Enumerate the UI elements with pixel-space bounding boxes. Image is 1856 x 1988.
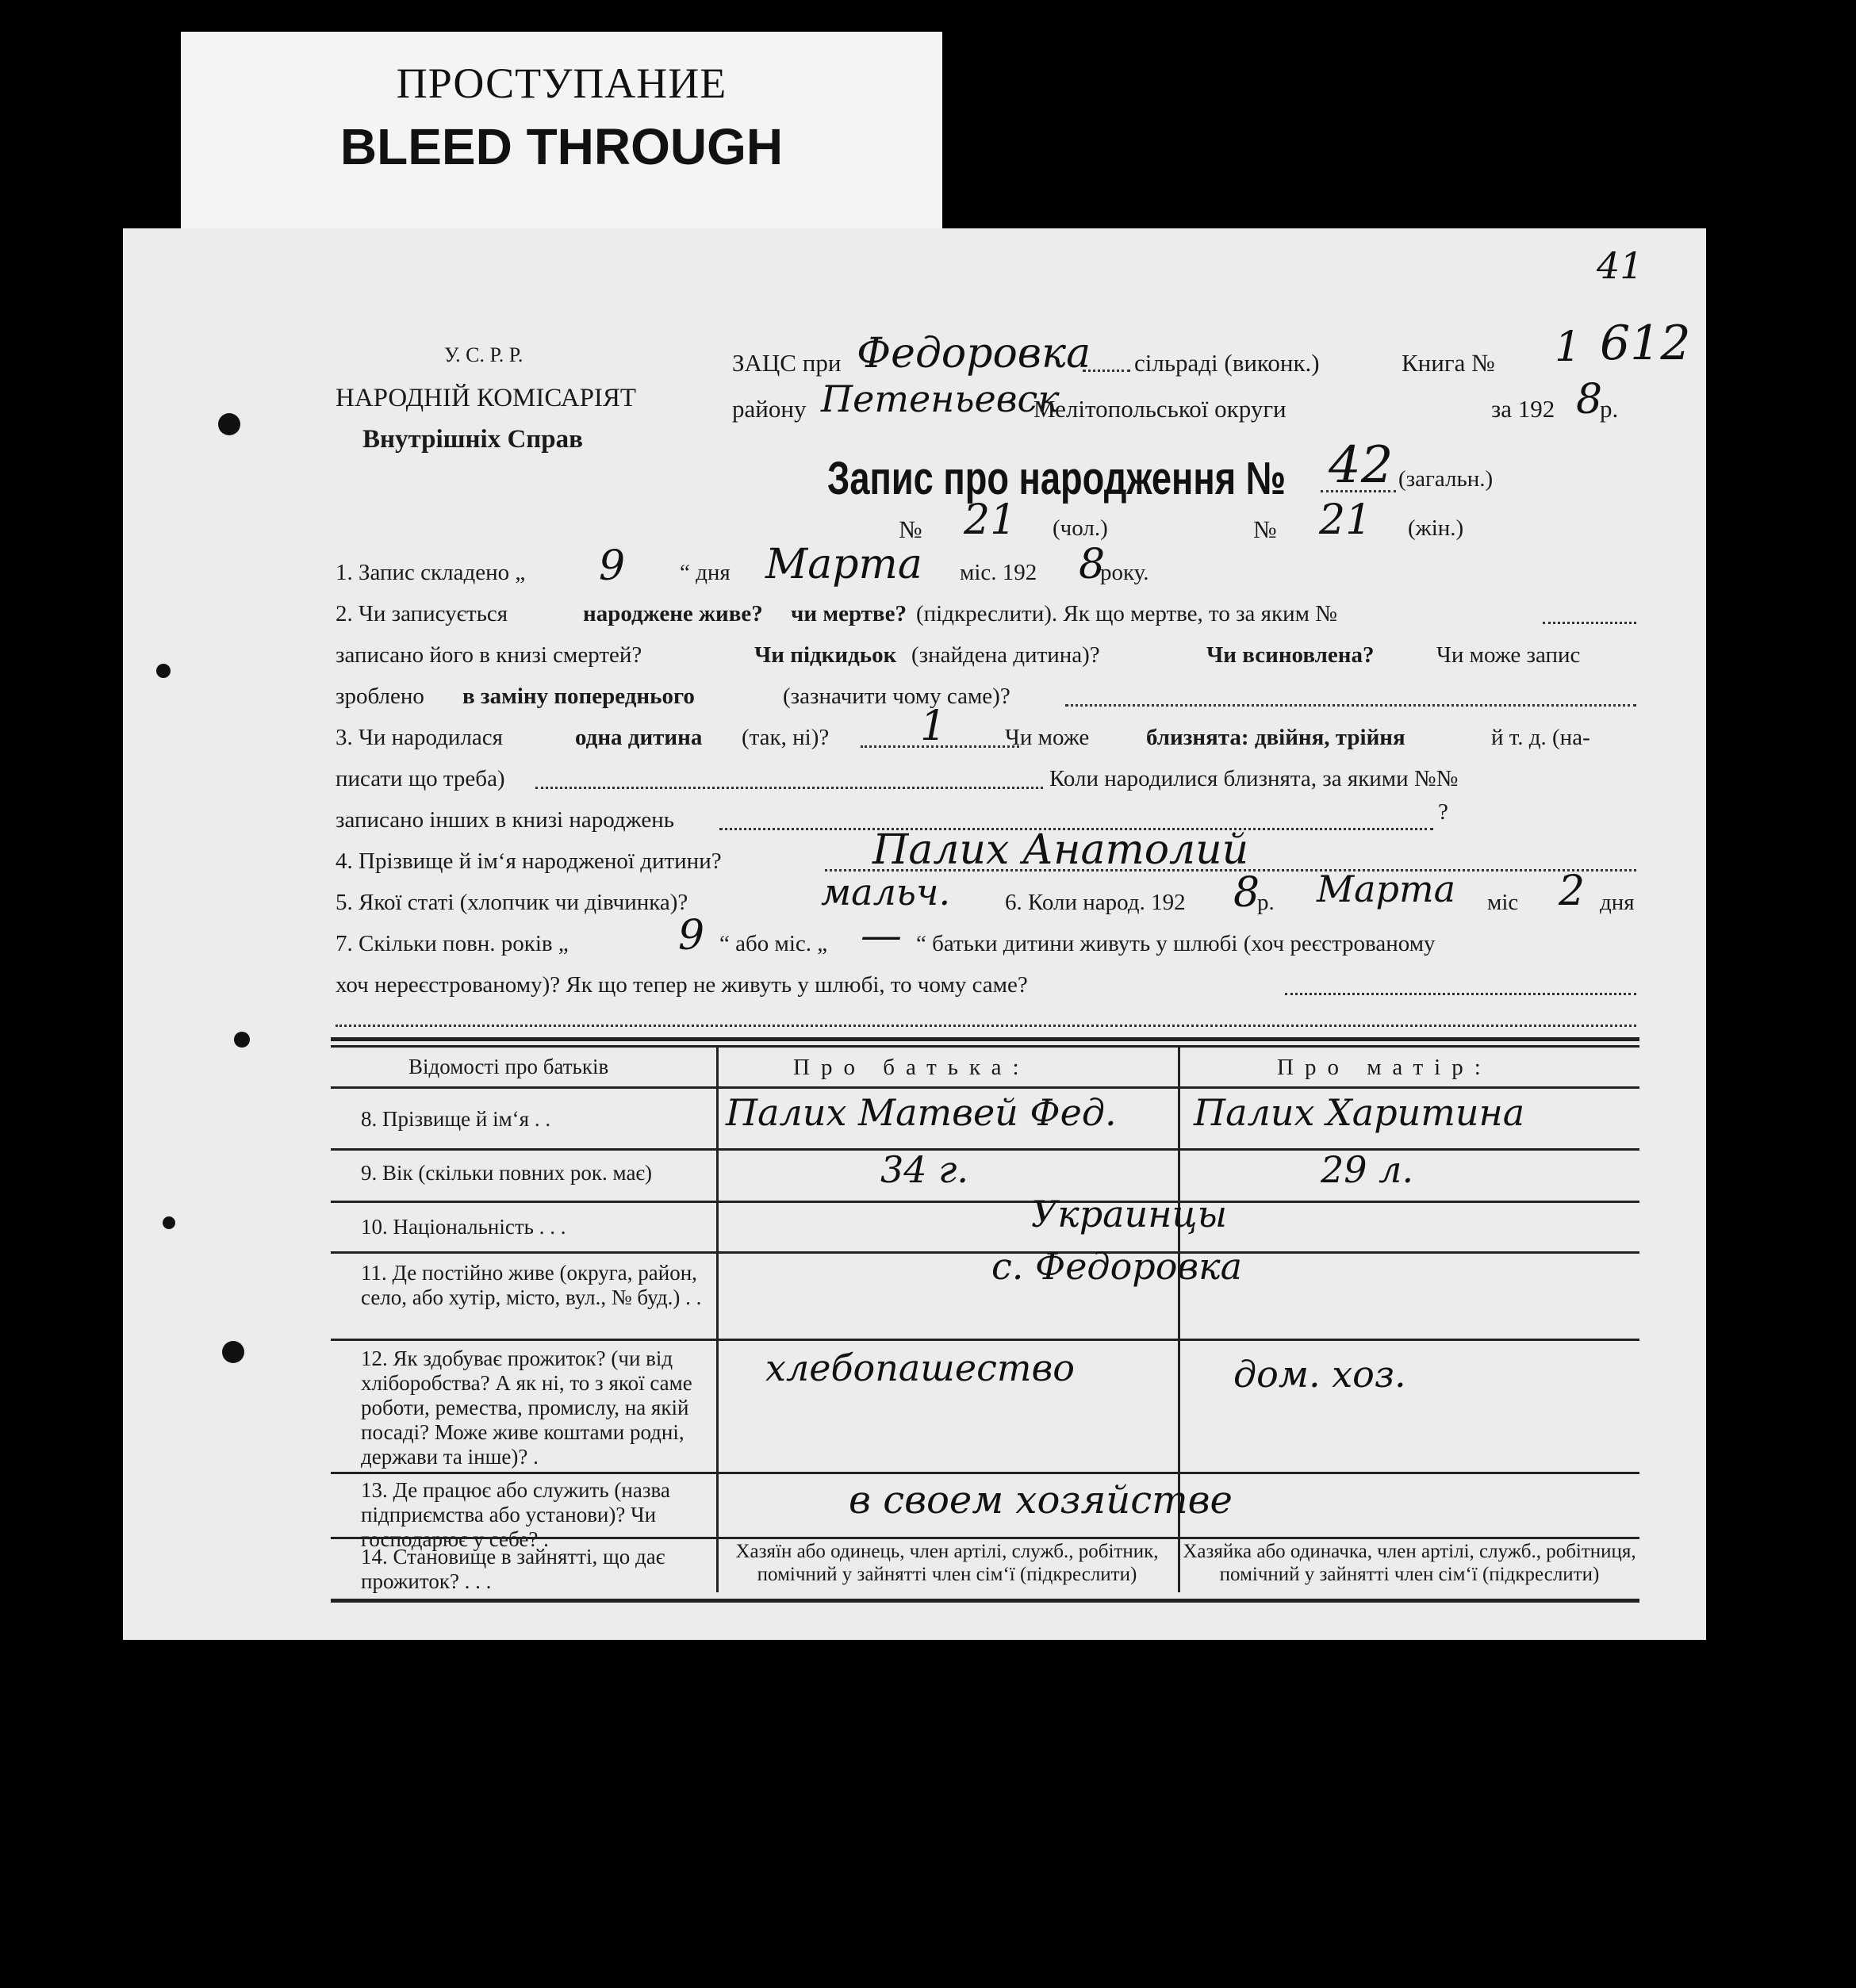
table-row-divider bbox=[331, 1148, 1639, 1151]
q3-twins: близнята: двійня, трійня bbox=[1146, 725, 1405, 750]
father-name-handwritten: Палих Матвей Фед. bbox=[726, 1091, 1117, 1134]
q6-year-suffix: р. bbox=[1257, 890, 1275, 915]
q4-label: 4. Прізвище й ім‘я народженої дитини? bbox=[336, 848, 722, 874]
q7-months-label: “ або міс. „ bbox=[719, 931, 828, 956]
table-row-divider bbox=[331, 1086, 1639, 1089]
label-russian: ПРОСТУПАНИЕ bbox=[396, 59, 727, 107]
dotted-line bbox=[1065, 704, 1636, 707]
nationality-handwritten: Украинцы bbox=[1031, 1193, 1228, 1235]
q5-sex-handwritten: мальч. bbox=[821, 871, 951, 914]
table-row-divider bbox=[331, 1472, 1639, 1474]
republic-label: У. С. Р. Р. bbox=[444, 343, 523, 366]
table-row-label: 8. Прізвище й ім‘я . . bbox=[361, 1107, 551, 1131]
q1-label: 1. Запис складено „ bbox=[336, 560, 526, 585]
punch-hole bbox=[218, 413, 240, 435]
q1-day-label: “ дня bbox=[680, 560, 731, 585]
book-number-handwritten: 1 bbox=[1555, 324, 1582, 371]
q2-line1-rest: (підкреслити). Як що мертве, то за яким № bbox=[916, 601, 1337, 626]
bleed-through-label-card bbox=[181, 32, 942, 246]
q7-label: 7. Скільки повн. років „ bbox=[336, 931, 569, 956]
label-english: BLEED THROUGH bbox=[339, 118, 784, 175]
q2-line3-c: (зазначити чому саме)? bbox=[783, 684, 1010, 709]
table-row-label: 9. Вік (скільки повних рок. має) bbox=[361, 1161, 653, 1185]
birth-record-sheet bbox=[123, 228, 1706, 1640]
q2-line2-a: записано його в книзі смертей? bbox=[336, 642, 642, 668]
dotted-line bbox=[535, 787, 1043, 789]
q1-day-handwritten: 9 bbox=[599, 542, 626, 590]
q6-month-handwritten: Марта bbox=[1317, 868, 1456, 910]
mother-age-handwritten: 29 л. bbox=[1321, 1148, 1414, 1191]
q2-line3-a: зроблено bbox=[336, 684, 424, 709]
table-row-divider bbox=[331, 1201, 1639, 1203]
punch-hole bbox=[156, 664, 171, 678]
record-number-handwritten: 42 bbox=[1329, 436, 1394, 495]
book-label: Книга № bbox=[1402, 349, 1495, 377]
dotted-line bbox=[1083, 370, 1130, 372]
table-column-divider bbox=[716, 1045, 719, 1592]
q6-year-handwritten: 8 bbox=[1233, 869, 1260, 917]
q2-foundling-option: Чи підкидьок bbox=[754, 642, 897, 668]
q3-line2-a: писати що треба) bbox=[336, 766, 505, 791]
q7-months-handwritten: — bbox=[861, 912, 902, 960]
q3-one-child: одна дитина bbox=[575, 725, 703, 750]
q3-maybe: Чи може bbox=[1005, 725, 1090, 750]
table-row-divider bbox=[331, 1251, 1639, 1254]
general-label: (загальн.) bbox=[1398, 466, 1494, 492]
male-number-handwritten: 21 bbox=[964, 496, 1017, 544]
okruha-label: Мелітопольської округи bbox=[1033, 395, 1287, 423]
father-occupation-handwritten: хлебопашество bbox=[765, 1346, 1075, 1389]
punch-hole bbox=[234, 1032, 250, 1048]
q1-year-handwritten: 8 bbox=[1079, 541, 1106, 588]
male-number-label: № bbox=[899, 515, 922, 543]
q5-label: 5. Якої статі (хлопчик чи дівчинка)? bbox=[336, 890, 688, 915]
table-row-divider bbox=[331, 1537, 1639, 1539]
female-number-label: № bbox=[1253, 515, 1277, 543]
q2-dead-option: чи мертве? bbox=[791, 601, 907, 626]
dotted-line bbox=[1285, 993, 1636, 995]
father-position-options: Хазяїн або одинець, член артілі, служб., робітник, помічний у зайнятті член сім‘ї (підкреслити) bbox=[735, 1541, 1159, 1585]
mother-position-options: Хазяйка або одиначка, член артілі, служб., робітниця, помічний у зайнятті член сім‘ї (підкреслити) bbox=[1183, 1541, 1636, 1585]
punch-hole bbox=[222, 1341, 244, 1363]
page-number-handwritten: 612 bbox=[1600, 316, 1691, 371]
table-row-label: 11. Де постійно живе (округа, район, село, або хутір, місто, вул., № буд.) . . bbox=[361, 1261, 702, 1309]
rayon-label: району bbox=[732, 395, 807, 423]
q6-label: 6. Коли народ. 192 bbox=[1005, 890, 1186, 915]
q3-label: 3. Чи народилася bbox=[336, 725, 504, 750]
q2-adopted-option: Чи всиновлена? bbox=[1206, 642, 1375, 668]
q3-line2-b: Коли народилися близнята, за якими №№ bbox=[1049, 766, 1459, 791]
rayon-handwritten: Петеньевск bbox=[821, 377, 1060, 420]
q6-day-label: дня bbox=[1600, 890, 1635, 915]
father-age-handwritten: 34 г. bbox=[880, 1148, 969, 1191]
workplace-handwritten: в своем хозяйстве bbox=[849, 1478, 1233, 1523]
q2-replacement-option: в заміну попереднього bbox=[462, 684, 695, 709]
table-header-info: Відомості про батьків bbox=[408, 1055, 609, 1078]
dotted-line bbox=[1543, 622, 1636, 624]
q2-alive-option: народжене живе? bbox=[583, 601, 763, 626]
year-suffix: р. bbox=[1600, 395, 1619, 423]
q3-yes-no: (так, ні)? bbox=[742, 725, 830, 750]
table-row-label: 14. Становище в зайнятті, що дає прожиток? . . . bbox=[361, 1545, 665, 1593]
residence-handwritten: с. Федоровка bbox=[991, 1245, 1243, 1288]
commissariat-label: НАРОДНІЙ КОМІСАРІЯТ bbox=[336, 384, 637, 412]
q2-line2-e: Чи може запис bbox=[1436, 642, 1581, 668]
q3-line3-mark: ? bbox=[1438, 799, 1448, 825]
table-row-label: 12. Як здобуває прожиток? (чи від хліборобства? А як ні, то з якої саме роботи, ремества, промислу, на якій посаді? Може живе коштами родні, держави та інше)? . bbox=[361, 1346, 692, 1469]
department-label: Внутрішніх Справ bbox=[362, 425, 583, 454]
dotted-line bbox=[1321, 490, 1396, 492]
table-row-divider bbox=[331, 1339, 1639, 1341]
q7-years-handwritten: 9 bbox=[678, 912, 705, 960]
q3-answer-handwritten: 1 bbox=[920, 703, 947, 750]
selrada-label: сільраді (виконк.) bbox=[1134, 349, 1320, 377]
q6-month-label: міс bbox=[1487, 890, 1519, 915]
mother-occupation-handwritten: дом. хоз. bbox=[1233, 1353, 1406, 1396]
dotted-line bbox=[336, 1025, 1636, 1027]
zags-label: ЗАЦС при bbox=[732, 349, 842, 377]
table-row-label: 10. Національність . . . bbox=[361, 1215, 566, 1239]
punch-hole bbox=[163, 1216, 175, 1229]
dotted-line bbox=[861, 745, 1019, 748]
table-top-border bbox=[331, 1037, 1639, 1041]
q2-line2-c: (знайдена дитина)? bbox=[911, 642, 1100, 668]
q1-month-label: міс. 192 bbox=[960, 560, 1037, 585]
q3-etc: й т. д. (на- bbox=[1491, 725, 1590, 750]
archive-folio-number: 41 bbox=[1597, 244, 1643, 287]
year-handwritten: 8 bbox=[1576, 376, 1603, 423]
table-header-father: Про батька: bbox=[793, 1055, 1030, 1080]
q2-label: 2. Чи записується bbox=[336, 601, 508, 626]
year-label: за 192 bbox=[1491, 395, 1555, 423]
q6-day-handwritten: 2 bbox=[1559, 868, 1586, 915]
q4-child-name-handwritten: Палих Анатолий bbox=[872, 826, 1249, 874]
female-label: (жін.) bbox=[1408, 515, 1464, 541]
record-title: Запис про народження № bbox=[827, 453, 1287, 504]
table-bottom-border bbox=[331, 1599, 1639, 1603]
q1-month-handwritten: Марта bbox=[765, 541, 922, 588]
table-top-border bbox=[331, 1045, 1639, 1048]
mother-name-handwritten: Палих Харитина bbox=[1194, 1091, 1525, 1134]
q7-line1-rest: “ батьки дитини живуть у шлюбі (хоч реєстрованому bbox=[916, 931, 1436, 956]
female-number-handwritten: 21 bbox=[1319, 496, 1372, 544]
table-row-label: 13. Де працює або служить (назва підприємства або установи)? Чи господарює у себе? . bbox=[361, 1478, 670, 1551]
table-header-mother: Про матір: bbox=[1277, 1055, 1492, 1080]
male-label: (чол.) bbox=[1053, 515, 1108, 541]
selrada-handwritten: Федоровка bbox=[857, 330, 1091, 377]
q1-year-label: року. bbox=[1100, 560, 1149, 585]
q3-line3-a: записано інших в книзі народжень bbox=[336, 807, 674, 833]
q7-line2: хоч нереєстрованому)? Як що тепер не живуть у шлюбі, то чому саме? bbox=[336, 972, 1028, 998]
